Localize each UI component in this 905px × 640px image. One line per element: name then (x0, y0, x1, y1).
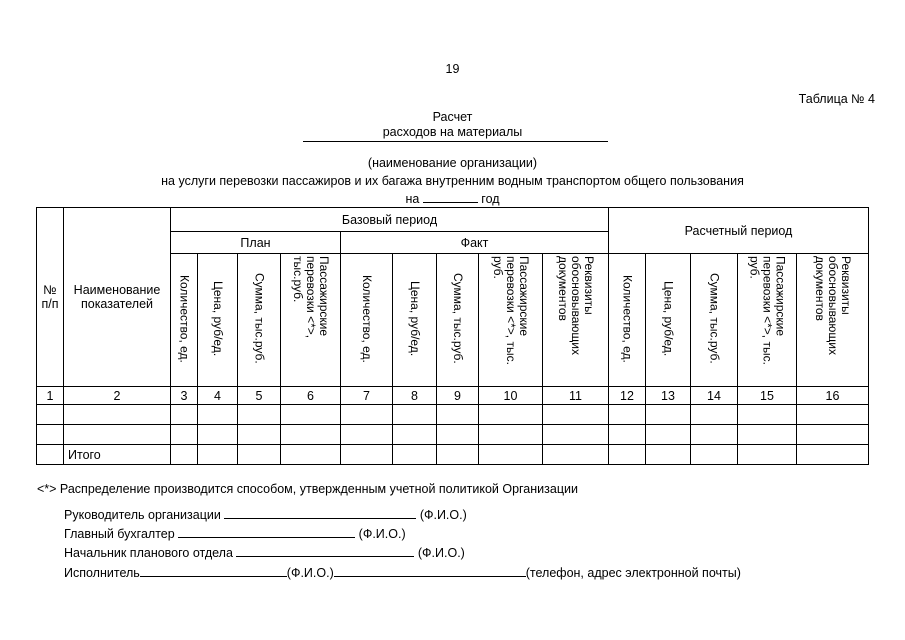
fact-col-docs-label: Реквизиты обосновывающих документов (556, 255, 596, 355)
calc-col-price (646, 254, 691, 387)
header-plan: План (171, 232, 341, 254)
table-row[interactable] (37, 425, 869, 445)
table-cell[interactable] (281, 405, 341, 425)
table-cell[interactable] (437, 445, 479, 465)
col-number: 3 (171, 387, 198, 405)
table-cell[interactable] (281, 425, 341, 445)
fact-col-price (393, 254, 437, 387)
table-cell[interactable] (437, 425, 479, 445)
plan-col-sum (238, 254, 281, 387)
title-line2: расходов на материалы (382, 125, 523, 139)
calc-col-sum (691, 254, 738, 387)
signature-head-field[interactable] (224, 506, 416, 519)
calc-col-passenger (738, 254, 797, 387)
fact-col-qty-label: Количество, ед. (360, 274, 374, 363)
org-caption: (наименование организации) (367, 156, 538, 170)
col-number: 10 (479, 387, 543, 405)
table-cell[interactable] (691, 445, 738, 465)
year-line (0, 190, 905, 206)
plan-col-sum-label: Сумма, тыс.руб. (252, 273, 267, 364)
table-cell[interactable] (543, 425, 609, 445)
col-number: 16 (797, 387, 869, 405)
table-cell[interactable] (797, 425, 869, 445)
signature-planning-head-label: Начальник планового отдела (64, 546, 233, 560)
contacts-caption: (телефон, адрес электронной почты) (525, 566, 741, 580)
table-cell[interactable] (341, 425, 393, 445)
year-suffix: год (481, 192, 500, 206)
calc-col-qty-label: Количество, ед. (620, 274, 635, 363)
table-cell[interactable] (646, 405, 691, 425)
table-cell[interactable] (691, 405, 738, 425)
materials-table (36, 207, 869, 465)
signature-executor (64, 564, 741, 580)
table-cell[interactable] (797, 405, 869, 425)
calc-col-docs (797, 254, 869, 387)
table-cell[interactable] (64, 405, 171, 425)
table-cell[interactable] (37, 405, 64, 425)
plan-col-price-label: Цена, руб/ед. (211, 280, 225, 357)
col-number: 1 (37, 387, 64, 405)
header-no: № п/п (37, 208, 64, 387)
table-cell[interactable] (198, 425, 238, 445)
table-cell[interactable] (437, 405, 479, 425)
fact-col-price-label: Цена, руб/ед. (408, 280, 422, 357)
table-cell[interactable] (341, 445, 393, 465)
table-cell[interactable] (479, 445, 543, 465)
col-number: 15 (738, 387, 797, 405)
col-number: 13 (646, 387, 691, 405)
signature-executor-field[interactable] (140, 564, 287, 577)
calc-col-docs-label: Реквизиты обосновывающих документов (813, 255, 853, 355)
table-cell[interactable] (543, 445, 609, 465)
fio-caption: (Ф.И.О.) (419, 508, 467, 522)
fio-caption: (Ф.И.О.) (358, 527, 406, 541)
total-row[interactable] (37, 445, 869, 465)
header-fact: Факт (341, 232, 609, 254)
fact-col-qty (341, 254, 393, 387)
table-cell[interactable] (797, 445, 869, 465)
table-cell[interactable] (171, 405, 198, 425)
table-row[interactable] (37, 405, 869, 425)
table-cell[interactable] (738, 405, 797, 425)
col-number: 8 (393, 387, 437, 405)
table-cell[interactable] (738, 425, 797, 445)
header-base-period: Базовый период (171, 208, 609, 232)
table-cell[interactable] (37, 425, 64, 445)
signature-head-label: Руководитель организации (64, 508, 221, 522)
table-cell[interactable] (238, 405, 281, 425)
table-cell[interactable] (646, 445, 691, 465)
calc-col-price-label: Цена, руб/ед. (661, 280, 676, 357)
total-label: Итого (64, 445, 171, 465)
table-cell[interactable] (37, 445, 64, 465)
signature-chief-accountant (64, 525, 406, 541)
table-cell[interactable] (281, 445, 341, 465)
table-cell[interactable] (543, 405, 609, 425)
col-number: 11 (543, 387, 609, 405)
numbers-row (37, 387, 869, 405)
table-cell[interactable] (609, 445, 646, 465)
table-cell[interactable] (393, 425, 437, 445)
table-cell[interactable] (479, 405, 543, 425)
table-cell[interactable] (341, 405, 393, 425)
header-name: Наименование показателей (64, 208, 171, 387)
table-cell[interactable] (393, 405, 437, 425)
subtitle: на услуги перевозки пассажиров и их багажа внутренним водным транспортом общего пользования (161, 174, 744, 188)
col-number: 6 (281, 387, 341, 405)
year-prefix: на (405, 192, 420, 206)
fact-col-passenger (479, 254, 543, 387)
col-number: 12 (609, 387, 646, 405)
table-cell[interactable] (171, 445, 198, 465)
plan-col-qty-label: Количество, ед. (177, 274, 192, 363)
plan-col-passenger (281, 254, 341, 387)
calc-col-qty (609, 254, 646, 387)
fact-col-passenger-label: Пассажирские перевозки <*>, тыс. руб. (491, 255, 531, 365)
signature-executor-label: Исполнитель (64, 566, 140, 580)
footnote: <*> Распределение производится способом, утвержденным учетной политикой Организации (37, 482, 578, 496)
calc-col-sum-label: Сумма, тыс.руб. (707, 273, 722, 364)
plan-col-passenger-label: Пассажирские перевозки <*>, тыс.руб. (291, 255, 331, 338)
title-line1: Расчет (432, 110, 473, 124)
fact-col-sum-label: Сумма, тыс.руб. (451, 273, 465, 364)
fio-caption: (Ф.И.О.) (417, 546, 465, 560)
table-cell[interactable] (691, 425, 738, 445)
table-number: Таблица № 4 (798, 92, 875, 106)
table-cell[interactable] (238, 445, 281, 465)
signature-planning-head (64, 544, 465, 560)
plan-col-qty (171, 254, 198, 387)
calc-col-passenger-label: Пассажирские перевозки <*>, тыс. руб. (747, 255, 788, 365)
year-field[interactable] (423, 190, 478, 203)
col-number: 7 (341, 387, 393, 405)
signature-executor-contacts-field[interactable] (334, 564, 526, 577)
fact-col-sum (437, 254, 479, 387)
col-number: 9 (437, 387, 479, 405)
table-cell[interactable] (393, 445, 437, 465)
col-number: 4 (198, 387, 238, 405)
col-number: 14 (691, 387, 738, 405)
table-cell[interactable] (609, 405, 646, 425)
table-cell[interactable] (479, 425, 543, 445)
org-name-line[interactable] (303, 141, 608, 142)
page-number: 19 (445, 62, 460, 76)
col-number: 2 (64, 387, 171, 405)
header-calc-period: Расчетный период (609, 208, 869, 254)
table-cell[interactable] (171, 425, 198, 445)
table-cell[interactable] (238, 425, 281, 445)
table-cell[interactable] (64, 425, 171, 445)
table-cell[interactable] (609, 425, 646, 445)
table-cell[interactable] (738, 445, 797, 465)
signature-head (64, 506, 467, 522)
col-number: 5 (238, 387, 281, 405)
plan-col-price (198, 254, 238, 387)
table-cell[interactable] (198, 405, 238, 425)
signature-chief-accountant-field[interactable] (178, 525, 355, 538)
fio-caption: (Ф.И.О.) (286, 566, 334, 580)
fact-col-docs (543, 254, 609, 387)
table-cell[interactable] (646, 425, 691, 445)
signature-chief-accountant-label: Главный бухгалтер (64, 527, 175, 541)
signature-planning-head-field[interactable] (236, 544, 414, 557)
table-cell[interactable] (198, 445, 238, 465)
